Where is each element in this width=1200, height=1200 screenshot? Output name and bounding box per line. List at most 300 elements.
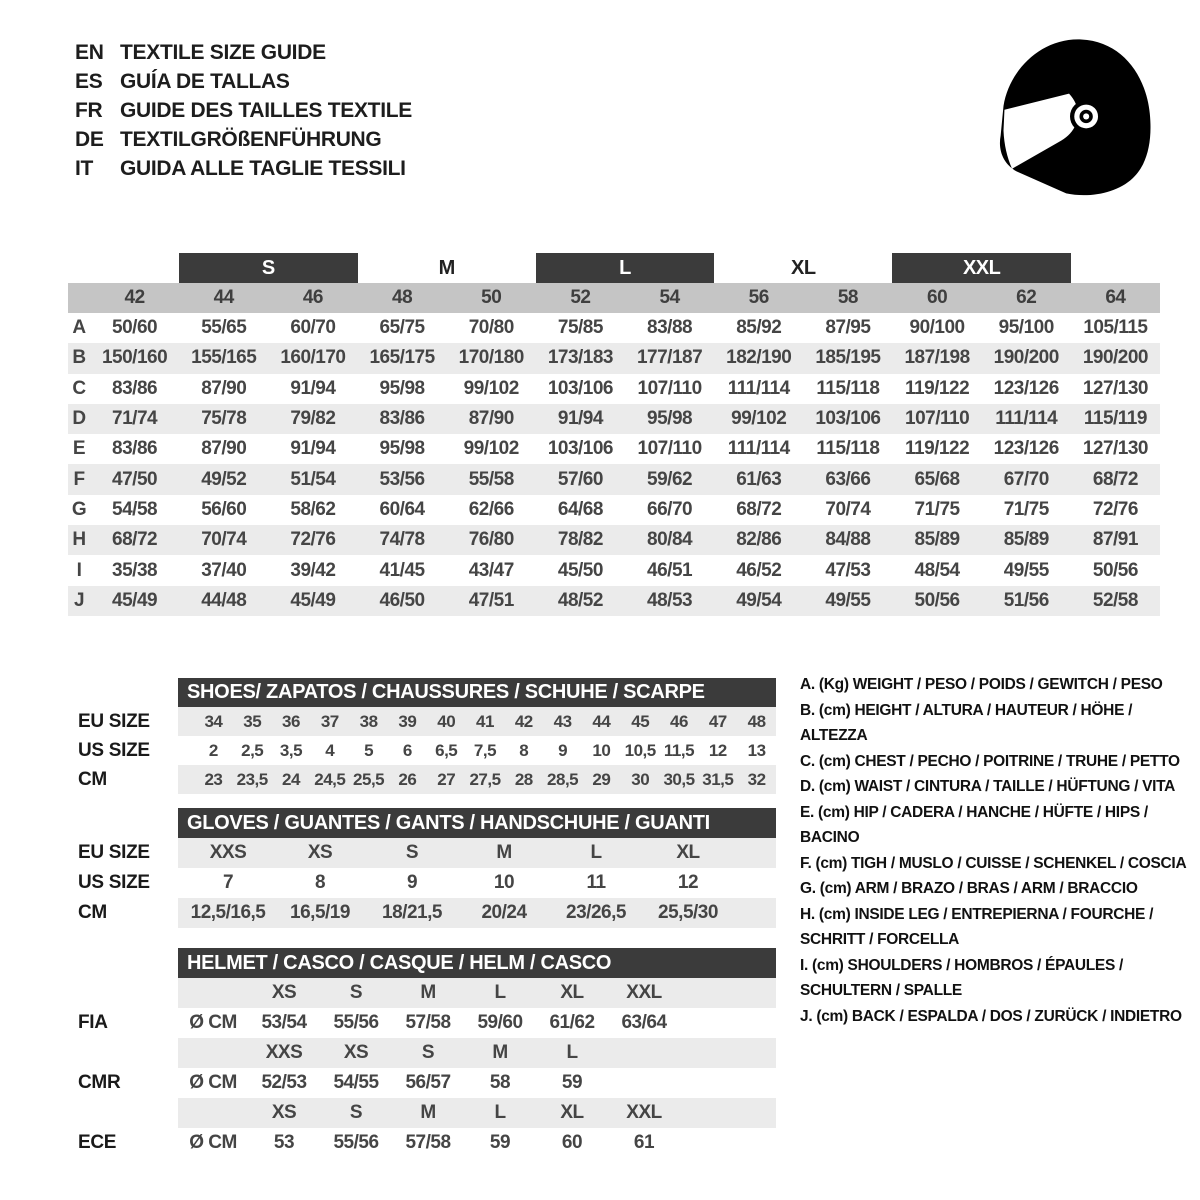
row-label: CM <box>78 902 107 923</box>
helmet-size-label: S <box>349 1102 363 1123</box>
shoe-size-cell: 48 <box>747 711 766 731</box>
helmet-size-label: M <box>492 1042 508 1063</box>
legend-item: I. (cm) SHOULDERS / HOMBROS / ÉPAULES / SCHULTERN / SPALLE <box>800 956 1124 999</box>
helmet-cmr-values-row <box>68 1068 776 1098</box>
measurement-row <box>68 464 1160 494</box>
measurement-row <box>68 525 1160 555</box>
measurement-cell: 70/80 <box>468 317 514 339</box>
row-letter: D <box>72 408 86 430</box>
helmet-size-cell: 60 <box>561 1132 583 1153</box>
measurement-cell: 87/90 <box>201 377 247 399</box>
shoe-size-cell: 23 <box>204 769 223 789</box>
measurement-cell: 51/56 <box>1003 589 1049 611</box>
language-title: GUÍA DE TALLAS <box>120 70 290 93</box>
measurement-cell: 83/86 <box>112 438 158 460</box>
helmet-size-label: M <box>420 1102 436 1123</box>
shoe-size-cell: 39 <box>398 711 417 731</box>
shoe-size-cell: 24,5 <box>314 769 346 789</box>
shoe-size-cell: 34 <box>204 711 223 731</box>
measurement-cell: 76/80 <box>468 529 514 551</box>
row-label: EU SIZE <box>78 710 150 732</box>
measurement-cell: 75/85 <box>557 317 603 339</box>
shoe-size-cell: 41 <box>476 711 494 731</box>
measurement-cell: 111/114 <box>995 408 1058 430</box>
measurement-cell: 105/115 <box>1083 317 1148 339</box>
glove-size-cell: L <box>590 842 602 863</box>
shoe-size-cell: 10,5 <box>624 740 656 760</box>
legend-item: B. (cm) HEIGHT / ALTURA / HAUTEUR / HÖHE / ALTEZZA <box>800 701 1133 744</box>
size-group-s: S <box>179 253 357 283</box>
shoe-size-cell: 38 <box>359 711 378 731</box>
helmet-title-bar: HELMET / CASCO / CASQUE / HELM / CASCO <box>178 948 776 978</box>
numeric-size-cell: 56 <box>748 287 769 308</box>
measurement-cell: 95/98 <box>379 377 425 399</box>
measurement-cell: 60/64 <box>379 498 425 520</box>
language-row <box>75 154 412 183</box>
measurement-cell: 62/66 <box>468 498 514 520</box>
helmet-size-cell: 57/58 <box>405 1132 451 1153</box>
measurement-cell: 83/86 <box>379 408 425 430</box>
measurement-cell: 68/72 <box>1092 468 1138 490</box>
helmet-ece-sizes-row <box>68 1098 776 1128</box>
glove-size-cell: XS <box>307 842 333 863</box>
row-letter: C <box>72 377 86 399</box>
row-letter: H <box>72 529 86 551</box>
measurement-cell: 43/47 <box>468 559 514 581</box>
shoe-size-cell: 27,5 <box>469 769 501 789</box>
glove-size-cell: S <box>405 842 419 863</box>
shoe-size-cell: 45 <box>631 711 650 731</box>
measurement-cell: 103/106 <box>547 438 613 460</box>
legend-item: E. (cm) HIP / CADERA / HANCHE / HÜFTE / HIPS / BACINO <box>800 803 1148 846</box>
legend-item: G. (cm) ARM / BRAZO / BRAS / ARM / BRACCIO <box>800 880 1138 897</box>
measurement-row <box>68 313 1160 343</box>
helmet-size-label: XL <box>560 982 584 1003</box>
numeric-size-cell: 48 <box>392 287 413 308</box>
row-letter: A <box>72 317 86 339</box>
measurement-cell: 80/84 <box>647 529 693 551</box>
shoe-size-cell: 5 <box>364 740 374 760</box>
measurement-cell: 78/82 <box>557 529 603 551</box>
helmet-fia-values <box>178 1008 776 1038</box>
measurement-cell: 115/119 <box>1083 408 1147 430</box>
helmet-size-cell: 58 <box>489 1072 511 1093</box>
measurement-cell: 35/38 <box>112 559 158 581</box>
glove-size-cell: 20/24 <box>481 902 527 923</box>
shoe-size-cell: 2 <box>208 740 218 760</box>
measurement-cell: 75/78 <box>201 408 247 430</box>
row-label: EU SIZE <box>78 842 150 863</box>
numeric-size-cell: 44 <box>213 287 234 308</box>
glove-size-cell: 7 <box>222 872 234 893</box>
size-group-l: L <box>536 253 714 283</box>
shoes-section <box>68 678 776 794</box>
shoe-size-cell: 10 <box>592 740 611 760</box>
helmet-size-label: XS <box>271 982 297 1003</box>
helmet-size-cell: 61 <box>633 1132 655 1153</box>
row-letter: I <box>76 559 82 581</box>
language-code: IT <box>75 157 94 180</box>
measurement-cell: 47/51 <box>468 589 514 611</box>
measurement-cell: 45/50 <box>557 559 603 581</box>
measurement-cell: 95/98 <box>379 438 425 460</box>
shoe-size-cell: 24 <box>282 769 300 789</box>
row-letter: B <box>72 347 86 369</box>
measurement-legend <box>800 672 1188 1029</box>
row-letter: G <box>71 498 87 520</box>
measurement-row <box>68 374 1160 404</box>
measurement-cell: 72/76 <box>290 529 336 551</box>
shoe-size-cell: 37 <box>320 711 339 731</box>
shoes-row <box>68 707 776 736</box>
measurement-cell: 127/130 <box>1082 438 1148 460</box>
row-letter: J <box>73 589 85 611</box>
shoe-size-cell: 32 <box>747 769 766 789</box>
standard-label: CMR <box>78 1072 121 1093</box>
measurement-cell: 56/60 <box>201 498 247 520</box>
language-title-list <box>75 38 412 183</box>
measurement-cell: 65/75 <box>379 317 425 339</box>
measurement-cell: 185/195 <box>815 347 881 369</box>
measurement-cell: 95/98 <box>647 408 693 430</box>
measurement-cell: 115/118 <box>816 438 880 460</box>
textile-size-table <box>68 253 1160 616</box>
measurement-cell: 150/160 <box>101 347 168 369</box>
measurement-cell: 165/175 <box>369 347 435 369</box>
measurement-cell: 170/180 <box>458 347 524 369</box>
measurement-row <box>68 434 1160 464</box>
helmet-size-label: M <box>420 982 436 1003</box>
helmet-size-cell: 59/60 <box>477 1012 523 1033</box>
language-code: DE <box>75 128 104 151</box>
measurement-cell: 61/63 <box>736 468 782 490</box>
measurement-cell: 107/110 <box>905 408 970 430</box>
measurement-cell: 67/70 <box>1003 468 1049 490</box>
shoe-size-cell: 6 <box>402 740 412 760</box>
glove-size-cell: 10 <box>493 872 515 893</box>
unit-label: Ø CM <box>189 1132 237 1153</box>
measurement-cell: 99/102 <box>463 438 519 460</box>
measurement-cell: 71/74 <box>112 408 158 430</box>
helmet-size-cell: 55/56 <box>333 1132 379 1153</box>
shoe-size-cell: 46 <box>670 711 688 731</box>
measurement-cell: 65/68 <box>914 468 960 490</box>
measurement-rows <box>68 313 1160 616</box>
helmet-cmr-sizes-row <box>68 1038 776 1068</box>
measurement-cell: 87/91 <box>1092 529 1138 551</box>
measurement-cell: 39/42 <box>290 559 336 581</box>
measurement-cell: 70/74 <box>825 498 871 520</box>
shoe-size-cell: 23,5 <box>236 769 268 789</box>
size-group-xl: XL <box>791 257 816 279</box>
numeric-size-cell: 42 <box>124 287 145 308</box>
language-title: GUIDA ALLE TAGLIE TESSILI <box>120 157 406 180</box>
row-letter: E <box>72 438 86 460</box>
standard-label: FIA <box>78 1012 108 1033</box>
helmet-size-label: XXL <box>626 982 662 1003</box>
glove-size-cell: XXS <box>209 842 247 863</box>
shoe-size-cell: 42 <box>514 711 533 731</box>
measurement-cell: 91/94 <box>290 438 336 460</box>
measurement-cell: 83/86 <box>112 377 158 399</box>
glove-size-cell: 18/21,5 <box>382 902 442 923</box>
measurement-row <box>68 555 1160 585</box>
shoe-size-cell: 25,5 <box>353 769 385 789</box>
unit-label: Ø CM <box>189 1012 237 1033</box>
numeric-size-cell: 62 <box>1016 287 1037 308</box>
measurement-cell: 46/52 <box>736 559 782 581</box>
legend-item: C. (cm) CHEST / PECHO / POITRINE / TRUHE / PETTO <box>800 752 1180 770</box>
size-group-xxl: XXL <box>892 253 1070 283</box>
measurement-cell: 49/55 <box>825 589 871 611</box>
shoe-size-cell: 30 <box>631 769 650 789</box>
measurement-cell: 47/53 <box>825 559 871 581</box>
measurement-cell: 54/58 <box>112 498 158 520</box>
shoes-rows <box>68 707 776 794</box>
helmet-size-cell: 52/53 <box>261 1072 307 1093</box>
measurement-cell: 49/55 <box>1003 559 1049 581</box>
shoe-size-cell: 30,5 <box>663 769 695 789</box>
helmet-size-cell: 55/56 <box>333 1012 379 1033</box>
numeric-size-cell: 54 <box>659 287 680 308</box>
measurement-cell: 123/126 <box>993 438 1059 460</box>
helmet-size-label: XS <box>343 1042 369 1063</box>
helmet-size-cell: 63/64 <box>621 1012 667 1033</box>
measurement-cell: 87/90 <box>468 408 514 430</box>
helmet-size-cell: 61/62 <box>549 1012 595 1033</box>
measurement-cell: 91/94 <box>557 408 603 430</box>
measurement-cell: 45/49 <box>112 589 158 611</box>
measurement-cell: 60/70 <box>290 317 336 339</box>
shoe-size-cell: 3,5 <box>279 740 303 760</box>
helmet-icon <box>975 28 1165 203</box>
measurement-cell: 91/94 <box>290 377 336 399</box>
measurement-cell: 190/200 <box>1082 347 1148 369</box>
helmet-fia-values-row <box>68 1008 776 1038</box>
shoe-size-cell: 9 <box>558 740 568 760</box>
measurement-cell: 87/90 <box>201 438 247 460</box>
measurement-cell: 107/110 <box>637 438 702 460</box>
measurement-cell: 99/102 <box>731 408 787 430</box>
measurement-cell: 84/88 <box>825 529 871 551</box>
measurement-cell: 103/106 <box>815 408 881 430</box>
helmet-size-cell: 59 <box>489 1132 511 1153</box>
shoe-size-cell: 2,5 <box>241 740 264 760</box>
helmet-size-label: XS <box>271 1102 297 1123</box>
gloves-row <box>68 838 776 868</box>
glove-size-cell: 25,5/30 <box>658 902 718 923</box>
helmet-cmr-sizes <box>178 1038 776 1068</box>
measurement-cell: 177/187 <box>636 347 703 369</box>
shoe-size-cell: 44 <box>592 711 611 731</box>
helmet-size-label: XXL <box>626 1102 662 1123</box>
helmet-size-label: XXS <box>265 1042 303 1063</box>
measurement-cell: 68/72 <box>112 529 158 551</box>
helmet-size-cell: 53/54 <box>261 1012 307 1033</box>
helmet-ece-values-row <box>68 1128 776 1158</box>
shoe-size-cell: 6,5 <box>435 740 458 760</box>
measurement-cell: 190/200 <box>993 347 1059 369</box>
numeric-size-cell: 64 <box>1105 287 1126 308</box>
glove-size-cell: 12 <box>677 872 699 893</box>
measurement-cell: 187/198 <box>904 347 970 369</box>
numeric-size-row <box>68 283 1160 313</box>
gloves-title-bar: GLOVES / GUANTES / GANTS / HANDSCHUHE / GUANTI <box>178 808 776 838</box>
measurement-row <box>68 343 1160 373</box>
measurement-cell: 71/75 <box>1003 498 1049 520</box>
helmet-size-label: L <box>566 1042 578 1063</box>
measurement-cell: 119/122 <box>905 377 970 399</box>
helmet-cmr-values <box>178 1068 776 1098</box>
shoe-size-cell: 47 <box>708 711 727 731</box>
shoe-size-cell: 8 <box>519 740 529 760</box>
shoe-size-cell: 28 <box>514 769 533 789</box>
measurement-cell: 127/130 <box>1082 377 1148 399</box>
measurement-cell: 85/89 <box>914 529 960 551</box>
shoe-size-cell: 26 <box>398 769 417 789</box>
measurement-cell: 160/170 <box>280 347 346 369</box>
measurement-cell: 95/100 <box>998 317 1054 339</box>
helmet-fia-sizes <box>178 978 776 1008</box>
gloves-row <box>68 898 776 928</box>
row-letter: F <box>73 468 85 490</box>
glove-size-cell: 8 <box>314 872 326 893</box>
measurement-cell: 90/100 <box>909 317 965 339</box>
measurement-cell: 45/49 <box>290 589 336 611</box>
language-title: TEXTILGRÖßENFÜHRUNG <box>120 128 382 151</box>
glove-size-cell: 9 <box>406 872 418 893</box>
measurement-cell: 53/56 <box>379 468 425 490</box>
measurement-cell: 111/114 <box>727 438 790 460</box>
measurement-cell: 155/165 <box>191 347 257 369</box>
glove-size-cell: 23/26,5 <box>566 902 626 923</box>
measurement-cell: 82/86 <box>736 529 782 551</box>
helmet-size-label: S <box>421 1042 435 1063</box>
measurement-cell: 51/54 <box>290 468 336 490</box>
helmet-size-label: S <box>349 982 363 1003</box>
shoe-size-cell: 4 <box>325 740 335 760</box>
shoes-title-bar: SHOES/ ZAPATOS / CHAUSSURES / SCHUHE / SCARPE <box>178 678 776 707</box>
row-label: US SIZE <box>78 872 150 893</box>
measurement-cell: 83/88 <box>647 317 693 339</box>
shoe-size-cell: 11,5 <box>663 740 695 760</box>
language-code: FR <box>75 99 103 122</box>
measurement-row <box>68 495 1160 525</box>
helmet-size-cell: 59 <box>561 1072 583 1093</box>
measurement-cell: 48/53 <box>647 589 693 611</box>
glove-size-cell: XL <box>676 842 700 863</box>
helmet-size-label: XL <box>560 1102 584 1123</box>
measurement-cell: 46/51 <box>647 559 693 581</box>
row-label: US SIZE <box>78 739 150 761</box>
measurement-cell: 99/102 <box>463 377 519 399</box>
row-label: CM <box>78 768 107 790</box>
legend-item: A. (Kg) WEIGHT / PESO / POIDS / GEWITCH / PESO <box>800 676 1163 693</box>
measurement-cell: 71/75 <box>914 498 960 520</box>
measurement-cell: 55/65 <box>201 317 247 339</box>
measurement-cell: 47/50 <box>112 468 158 490</box>
measurement-cell: 79/82 <box>290 408 336 430</box>
shoe-size-cell: 12 <box>708 740 727 760</box>
language-row <box>75 125 412 154</box>
measurement-cell: 37/40 <box>201 559 247 581</box>
legend-item: F. (cm) TIGH / MUSLO / CUISSE / SCHENKEL / COSCIA <box>800 854 1187 872</box>
shoe-size-cell: 28,5 <box>547 769 579 789</box>
language-code: ES <box>75 70 103 93</box>
helmet-ece-sizes <box>178 1098 776 1128</box>
gloves-row <box>68 868 776 898</box>
shoe-size-cell: 43 <box>553 711 572 731</box>
size-group-m: M <box>438 257 455 279</box>
helmet-size-cell: 54/55 <box>333 1072 379 1093</box>
measurement-cell: 64/68 <box>557 498 603 520</box>
helmet-fia-sizes-row <box>68 978 776 1008</box>
measurement-cell: 55/58 <box>468 468 514 490</box>
glove-size-cell: 16,5/19 <box>290 902 350 923</box>
shoes-row <box>68 736 776 765</box>
measurement-cell: 41/45 <box>379 559 425 581</box>
measurement-cell: 85/92 <box>736 317 782 339</box>
shoe-size-cell: 29 <box>592 769 611 789</box>
helmet-size-label: L <box>494 1102 506 1123</box>
shoe-size-cell: 31,5 <box>702 769 734 789</box>
measurement-cell: 48/52 <box>557 589 603 611</box>
shoe-size-cell: 40 <box>437 711 456 731</box>
language-row <box>75 67 412 96</box>
measurement-cell: 49/54 <box>736 589 782 611</box>
language-row <box>75 96 412 125</box>
shoe-size-cell: 27 <box>437 769 456 789</box>
measurement-row <box>68 586 1160 616</box>
glove-size-cell: 11 <box>586 872 606 893</box>
measurement-cell: 59/62 <box>647 468 693 490</box>
shoe-size-cell: 36 <box>282 711 300 731</box>
measurement-cell: 57/60 <box>557 468 603 490</box>
measurement-cell: 50/56 <box>1092 559 1138 581</box>
measurement-cell: 70/74 <box>201 529 247 551</box>
measurement-cell: 107/110 <box>637 377 702 399</box>
measurement-cell: 49/52 <box>201 468 247 490</box>
gloves-section <box>68 808 776 928</box>
numeric-size-cell: 58 <box>837 287 858 308</box>
shoes-row <box>68 765 776 794</box>
measurement-cell: 103/106 <box>547 377 613 399</box>
measurement-cell: 119/122 <box>905 438 970 460</box>
measurement-row <box>68 404 1160 434</box>
language-row <box>75 38 412 67</box>
measurement-cell: 123/126 <box>993 377 1059 399</box>
helmet-section <box>68 948 776 1158</box>
helmet-size-cell: 53 <box>273 1132 295 1153</box>
measurement-cell: 173/183 <box>547 347 613 369</box>
numeric-size-cell: 60 <box>927 287 948 308</box>
measurement-cell: 87/95 <box>825 317 871 339</box>
measurement-cell: 44/48 <box>201 589 247 611</box>
measurement-cell: 182/190 <box>726 347 792 369</box>
numeric-size-cell: 52 <box>570 287 591 308</box>
legend-item: J. (cm) BACK / ESPALDA / DOS / ZURÜCK / INDIETRO <box>800 1007 1182 1025</box>
measurement-cell: 58/62 <box>290 498 336 520</box>
helmet-size-label: L <box>494 982 506 1003</box>
glove-size-cell: 12,5/16,5 <box>190 902 266 923</box>
measurement-cell: 66/70 <box>647 498 693 520</box>
glove-size-cell: M <box>496 842 512 863</box>
language-code: EN <box>75 41 104 64</box>
shoe-size-cell: 35 <box>243 711 262 731</box>
measurement-cell: 50/56 <box>914 589 960 611</box>
measurement-cell: 48/54 <box>914 559 960 581</box>
measurement-cell: 74/78 <box>379 529 425 551</box>
